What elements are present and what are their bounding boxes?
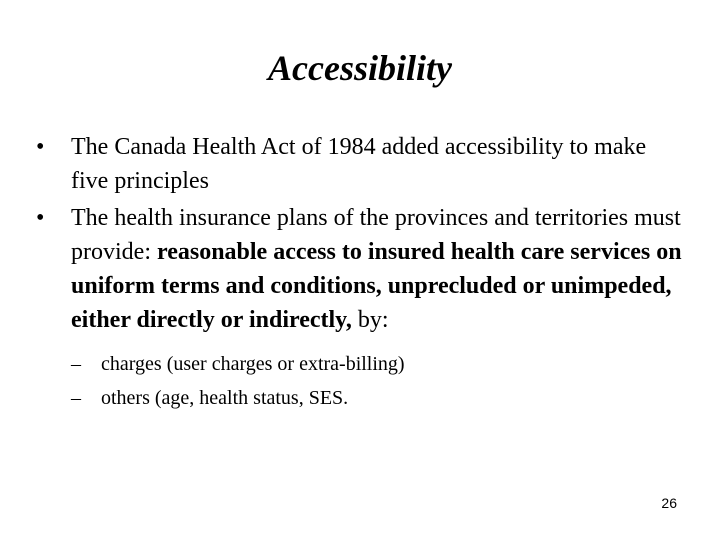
sub-bullet-item [71,381,686,415]
sub-bullet-list [71,347,686,415]
sub-bullet-marker: – [71,353,81,375]
bullet-marker: • [36,205,45,231]
bullet-marker: • [36,134,45,160]
bullet-text-outro: by: [351,307,389,333]
sub-bullet-text: others (age, health status, SES. [101,387,349,409]
sub-bullet-item [71,347,686,381]
bullet-text: The Canada Health Act of 1984 added accessibility to make five principles [71,134,647,194]
slide-title: Accessibility [268,48,452,88]
bullet-text-intro: The health insurance plans of the provinces and territories must provide: [71,205,681,265]
sub-bullet-marker: – [71,387,81,409]
page-number: 26 [661,495,677,511]
bullet-text-bold: reasonable access to insured health care services on uniform terms and conditions, unprecluded or unimpeded, either directly or indirectly, [71,239,682,333]
bullet-item [36,201,686,415]
bullet-list [36,130,686,418]
sub-bullet-text: charges (user charges or extra-billing) [101,353,405,375]
bullet-item [36,130,686,198]
